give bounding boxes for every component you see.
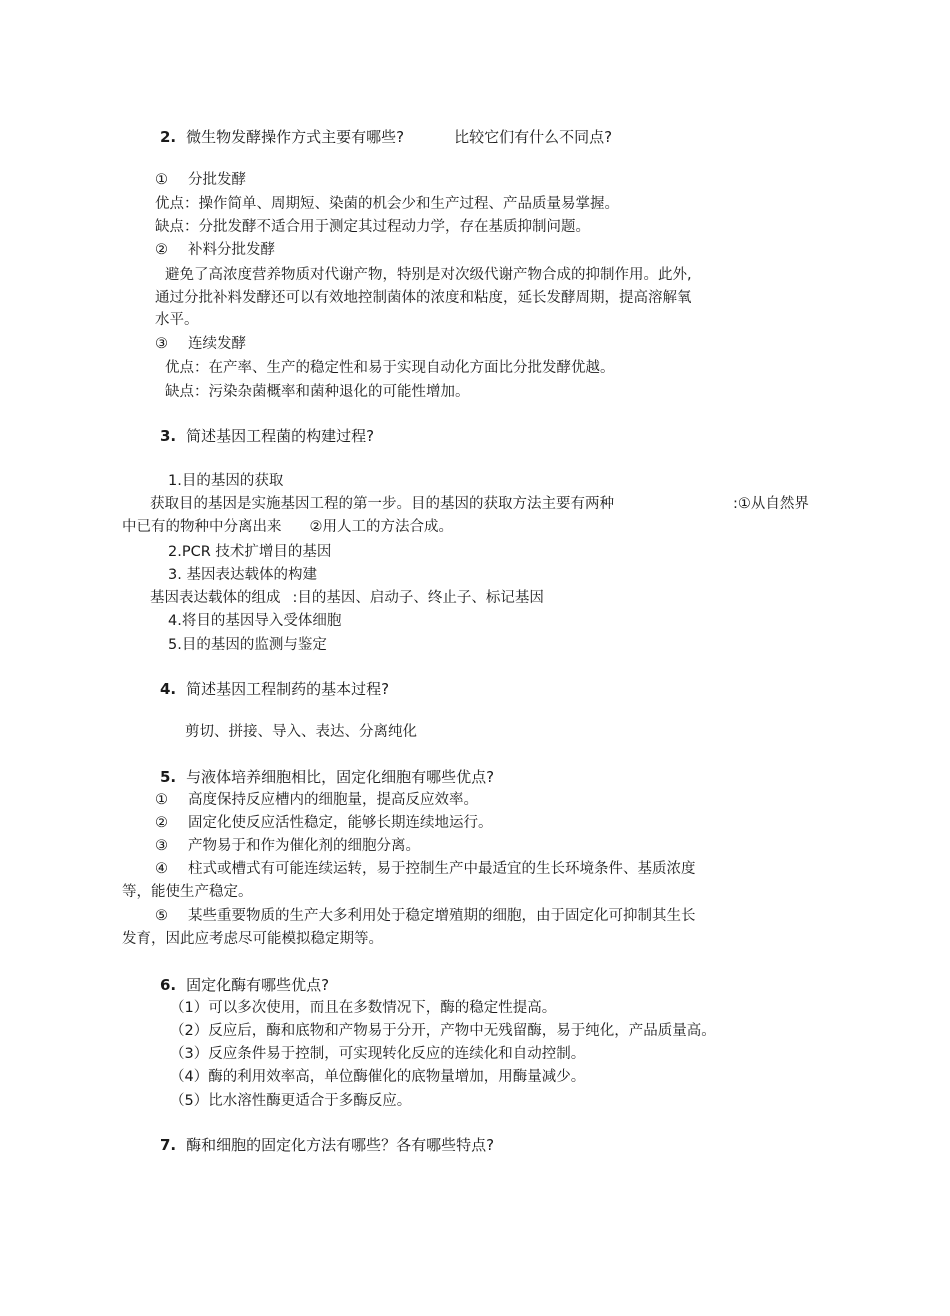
item-title: 分批发酵: [188, 172, 246, 188]
question-text: 与液体培养细胞相比，固定化细胞有哪些优点?: [186, 768, 495, 786]
item-marker: ①: [155, 792, 168, 808]
step-3-detail-b: :目的基因、启动子、终止子、标记基因: [292, 590, 544, 606]
item-text: 柱式或槽式有可能连续运转，易于控制生产中最适宜的生长环境条件、基质浓度: [188, 861, 696, 877]
step-1-line-2a: 中已有的物种中分离出来: [122, 519, 282, 535]
question-text: 简述基因工程菌的构建过程?: [186, 427, 375, 445]
batch-cons: 缺点：分批发酵不适合用于测定其过程动力学，存在基质抑制问题。: [155, 219, 590, 235]
continuous-pros: 优点：在产率、生产的稳定性和易于实现自动化方面比分批发酵优越。: [165, 360, 615, 376]
item-text: 固定化使反应活性稳定，能够长期连续地运行。: [188, 815, 493, 831]
question-number: 3.: [160, 427, 177, 445]
q5-item-4: [155, 859, 696, 879]
step-3-detail-a: 基因表达载体的组成: [150, 590, 281, 606]
q5-item-1: [155, 790, 478, 810]
question-number: 4.: [160, 680, 177, 698]
question-2: [160, 127, 612, 147]
q5-item-5: [155, 906, 696, 926]
item-title: 补料分批发酵: [188, 242, 275, 258]
item-text: 产物易于和作为催化剂的细胞分离。: [188, 838, 420, 854]
item-text: 高度保持反应槽内的细胞量，提高反应效率。: [188, 792, 478, 808]
step-1: 1.目的基因的获取: [168, 473, 284, 489]
question-4: [160, 679, 389, 699]
step-4: 4.将目的基因导入受体细胞: [168, 613, 342, 629]
item-marker: ③: [155, 336, 168, 352]
step-5: 5.目的基因的监测与鉴定: [168, 637, 327, 653]
question-text: 固定化酶有哪些优点?: [186, 976, 330, 994]
fed-batch-line-1: 避免了高浓度营养物质对代谢产物，特别是对次级代谢产物合成的抑制作用。此外,: [165, 267, 692, 283]
q6-item-4: （4）酶的利用效率高，单位酶催化的底物量增加，用酶量减少。: [170, 1069, 586, 1085]
q6-item-5: （5）比水溶性酶更适合于多酶反应。: [170, 1093, 412, 1109]
q5-item-2: [155, 813, 493, 833]
item-title: 连续发酵: [188, 336, 246, 352]
step-1-line-2: [122, 517, 453, 537]
step-1-line-2b: ②用人工的方法合成。: [309, 519, 453, 535]
step-1-line-1a: 获取目的基因是实施基因工程的第一步。目的基因的获取方法主要有两种: [150, 496, 614, 512]
question-text: 简述基因工程制药的基本过程?: [186, 680, 390, 698]
step-2: 2.PCR 技术扩增目的基因: [168, 544, 332, 560]
step-3-detail: [150, 588, 544, 608]
item-marker: ①: [155, 172, 168, 188]
item-marker: ②: [155, 815, 168, 831]
batch-pros: 优点：操作简单、周期短、染菌的机会少和生产过程、产品质量易掌握。: [155, 196, 619, 212]
question-text-continued: 比较它们有什么不同点?: [454, 128, 613, 146]
question-6: [160, 975, 329, 995]
list-item-fed-batch: [155, 240, 275, 260]
question-number: 5.: [160, 768, 177, 786]
question-number: 2.: [160, 128, 177, 146]
question-5: [160, 767, 494, 787]
q5-item-4-cont: 等，能使生产稳定。: [122, 884, 253, 900]
step-1-line-1b: :①从自然界: [733, 496, 809, 512]
q5-item-3: [155, 836, 420, 856]
fed-batch-line-2: 通过分批补料发酵还可以有效地控制菌体的浓度和粘度，延长发酵周期，提高溶解氧: [155, 290, 692, 306]
question-text: 微生物发酵操作方式主要有哪些?: [186, 128, 405, 146]
question-3: [160, 426, 374, 446]
q6-item-3: （3）反应条件易于控制，可实现转化反应的连续化和自动控制。: [170, 1046, 586, 1062]
step-3: 3. 基因表达载体的构建: [168, 567, 317, 583]
list-item-batch: [155, 170, 246, 190]
question-text: 酶和细胞的固定化方法有哪些？各有哪些特点?: [186, 1136, 495, 1154]
q5-item-5-cont: 发育，因此应考虑尽可能模拟稳定期等。: [122, 931, 383, 947]
q6-item-1: （1）可以多次使用，而且在多数情况下，酶的稳定性提高。: [170, 1000, 557, 1016]
item-marker: ②: [155, 242, 168, 258]
item-marker: ④: [155, 861, 168, 877]
item-text: 某些重要物质的生产大多利用处于稳定增殖期的细胞，由于固定化可抑制其生长: [188, 908, 696, 924]
list-item-continuous: [155, 334, 246, 354]
item-marker: ③: [155, 838, 168, 854]
fed-batch-line-3: 水平。: [155, 312, 199, 328]
q4-answer: 剪切、拼接、导入、表达、分离纯化: [185, 724, 417, 740]
item-marker: ⑤: [155, 908, 168, 924]
question-7: [160, 1135, 494, 1155]
question-number: 6.: [160, 976, 177, 994]
question-number: 7.: [160, 1136, 177, 1154]
continuous-cons: 缺点：污染杂菌概率和菌种退化的可能性增加。: [165, 384, 470, 400]
q6-item-2: （2）反应后，酶和底物和产物易于分开，产物中无残留酶，易于纯化，产品质量高。: [170, 1023, 716, 1039]
